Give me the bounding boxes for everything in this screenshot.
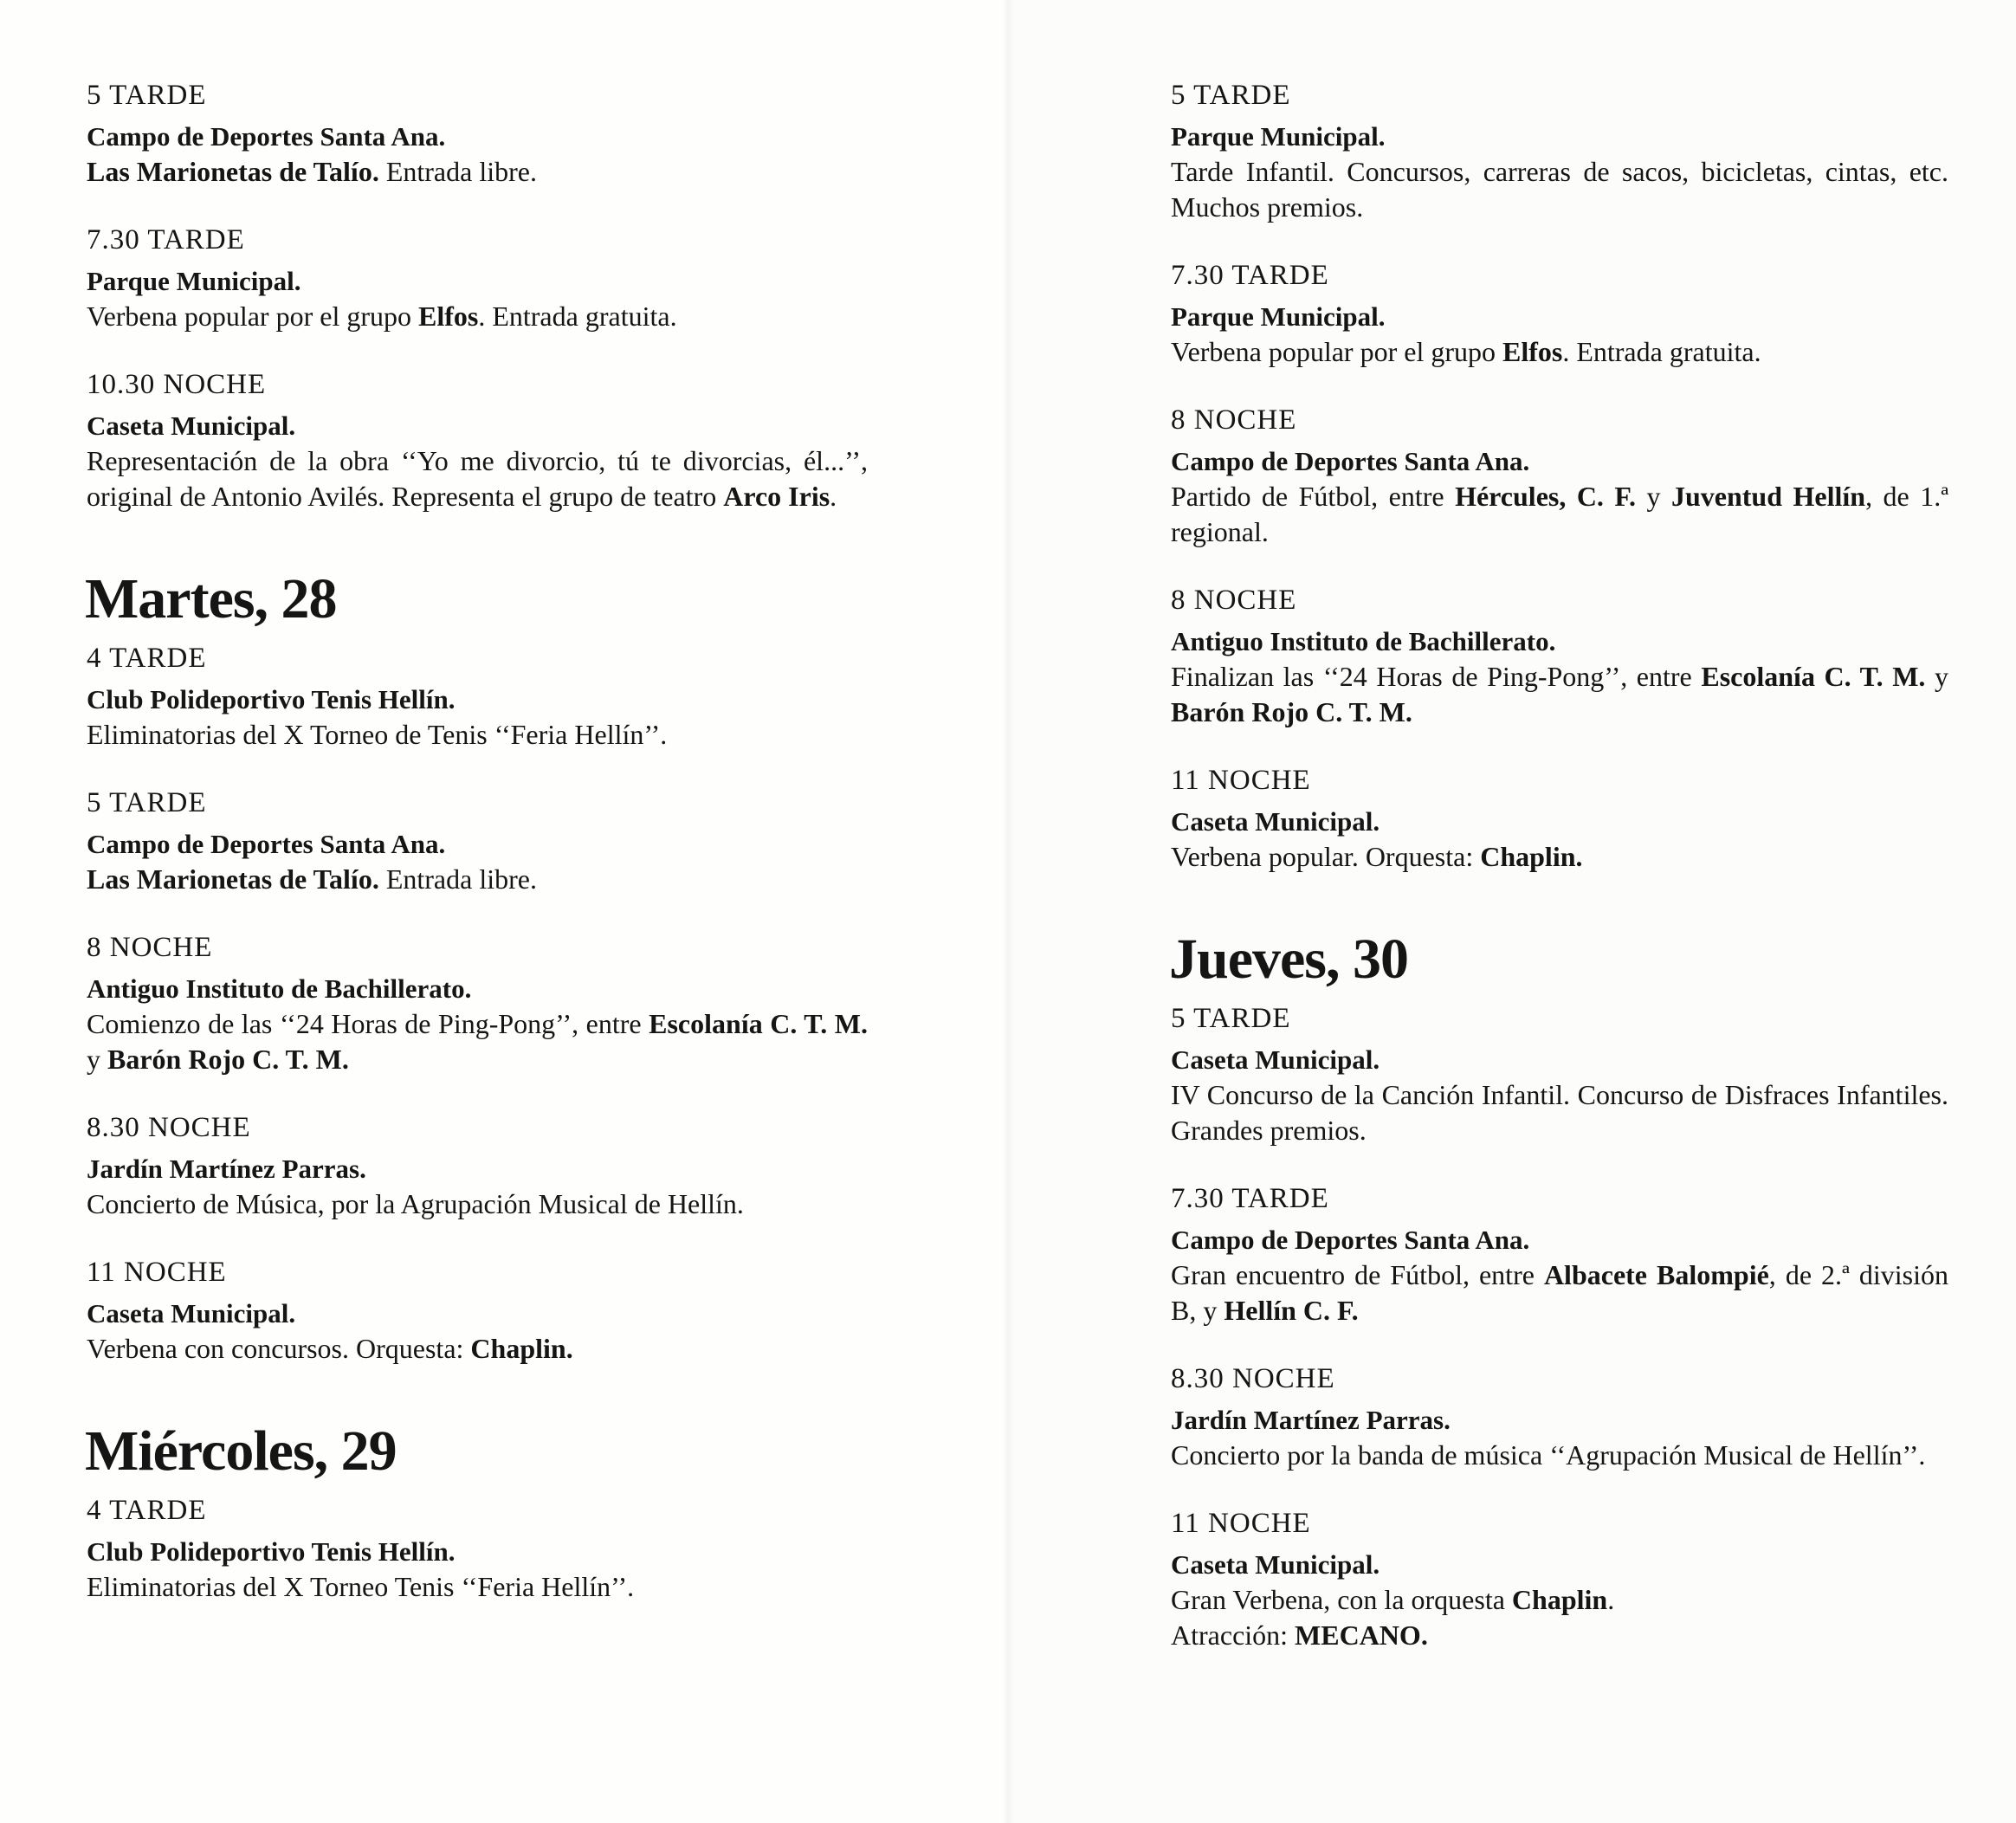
description-text: . Entrada gratuita.: [1562, 336, 1761, 367]
description-bold-text: Elfos: [1502, 336, 1563, 367]
event-time: 5 TARDE: [87, 80, 207, 111]
description-text: .: [1607, 1584, 1615, 1615]
event-venue: Jardín Martínez Parras.: [1171, 1405, 1451, 1435]
description-text: Concierto de Música, por la Agrupación Musical de Hellín.: [87, 1188, 744, 1219]
description-bold-text: MECANO.: [1295, 1619, 1428, 1651]
event-description: [87, 299, 868, 334]
event-description: [1171, 334, 1948, 370]
event-time: 7.30 TARDE: [87, 224, 245, 255]
description-text: Representación de la obra ‘‘Yo me divorcio, tú te divorcias, él...’’, original de Antonio Avilés. Representa el grupo de teatro: [87, 445, 868, 512]
event-entry: [87, 367, 868, 514]
event-description: [1171, 1438, 1948, 1473]
event-venue: Caseta Municipal.: [1171, 1044, 1380, 1075]
description-bold-text: Escolanía C. T. M.: [649, 1008, 868, 1039]
event-venue: Campo de Deportes Santa Ana.: [1171, 1225, 1530, 1255]
event-description: [87, 1331, 868, 1367]
event-description: [87, 717, 868, 753]
event-time: 5 TARDE: [1171, 80, 1291, 111]
right-column: [1171, 78, 1948, 1686]
description-text: .: [830, 481, 837, 512]
event-venue: Parque Municipal.: [1171, 301, 1386, 332]
day-heading-martes-28: Martes, 28: [85, 567, 337, 630]
description-text: y: [1636, 481, 1671, 512]
event-time: 8 NOCHE: [87, 932, 213, 963]
description-bold-text: Chaplin: [1511, 1584, 1608, 1615]
event-time: 8 NOCHE: [1171, 585, 1297, 616]
event-description: [1171, 839, 1948, 875]
event-entry: [1171, 1506, 1948, 1653]
event-entry: [87, 930, 868, 1077]
description-text: Concierto por la banda de música ‘‘Agrupación Musical de Hellín’’.: [1171, 1439, 1926, 1471]
event-entry: [87, 1110, 868, 1222]
event-time: 8.30 NOCHE: [1171, 1363, 1335, 1394]
event-description: [87, 443, 868, 514]
event-venue: Antiguo Instituto de Bachillerato.: [87, 973, 472, 1004]
description-bold-text: Hellín C. F.: [1224, 1295, 1359, 1326]
description-bold-text: Juventud Hellín: [1670, 481, 1866, 512]
event-venue: Parque Municipal.: [87, 266, 301, 296]
event-entry: [1171, 763, 1948, 875]
event-entry: [1171, 78, 1948, 225]
event-time: 10.30 NOCHE: [87, 369, 267, 400]
event-entry: [1171, 1181, 1948, 1328]
event-time: 11 NOCHE: [87, 1257, 227, 1288]
description-text: , de 2.ª división B, y: [1171, 1259, 1948, 1326]
event-entry: [87, 641, 868, 753]
event-entry: [1171, 583, 1948, 730]
description-text: y: [87, 1044, 107, 1075]
event-time: 8 NOCHE: [1171, 404, 1297, 436]
description-text: Eliminatorias del X Torneo Tenis ‘‘Feria Hellín’’.: [87, 1571, 635, 1602]
event-entry: [1171, 403, 1948, 550]
description-bold-text: Albacete Balompié: [1543, 1259, 1769, 1290]
event-time: 7.30 TARDE: [1171, 260, 1329, 291]
event-description: [87, 1006, 868, 1077]
event-venue: Campo de Deportes Santa Ana.: [87, 829, 446, 859]
description-text: Partido de Fútbol, entre: [1171, 481, 1456, 512]
left-column: [87, 78, 868, 1638]
day-heading-jueves-30: Jueves, 30: [1169, 928, 1408, 991]
event-entry: [87, 223, 868, 334]
event-venue: Antiguo Instituto de Bachillerato.: [1171, 626, 1556, 656]
event-entry: [87, 1493, 868, 1605]
event-entry: [87, 785, 868, 897]
event-time: 4 TARDE: [87, 643, 207, 674]
event-venue: Campo de Deportes Santa Ana.: [1171, 446, 1530, 476]
event-time: 5 TARDE: [87, 787, 207, 818]
event-description: [87, 1186, 868, 1222]
event-entry: [87, 78, 868, 190]
event-venue: Campo de Deportes Santa Ana.: [87, 121, 446, 152]
event-entry: [1171, 258, 1948, 370]
description-bold-text: Arco Iris: [723, 481, 830, 512]
event-entry: [1171, 1361, 1948, 1473]
day-heading-miercoles-29: Miércoles, 29: [85, 1419, 397, 1483]
description-text: Eliminatorias del X Torneo de Tenis ‘‘Feria Hellín’’.: [87, 719, 668, 750]
description-text: y: [1925, 661, 1949, 692]
event-description: [1171, 659, 1948, 730]
description-text: Verbena popular por el grupo: [1171, 336, 1502, 367]
description-text: . Entrada gratuita.: [478, 301, 677, 332]
description-text: Tarde Infantil. Concursos, carreras de sacos, bicicletas, cintas, etc. Muchos premios.: [1171, 156, 1948, 223]
description-text: Comienzo de las ‘‘24 Horas de Ping-Pong’’, entre: [87, 1008, 649, 1039]
event-time: 7.30 TARDE: [1171, 1183, 1329, 1214]
event-venue: Caseta Municipal.: [87, 1298, 296, 1328]
event-description: [87, 154, 868, 190]
event-description: [1171, 1582, 1948, 1653]
event-venue: Caseta Municipal.: [1171, 806, 1380, 837]
description-bold-text: Escolanía C. T. M.: [1701, 661, 1926, 692]
description-bold-text: Barón Rojo C. T. M.: [1171, 696, 1412, 727]
event-description: [1171, 1257, 1948, 1328]
description-bold-text: Elfos: [417, 301, 479, 332]
event-venue: Club Polideportivo Tenis Hellín.: [87, 1536, 456, 1567]
event-time: 4 TARDE: [87, 1495, 207, 1526]
description-text: Verbena popular por el grupo: [87, 301, 418, 332]
description-bold-text: Hércules, C. F.: [1455, 481, 1637, 512]
description-text: Finalizan las ‘‘24 Horas de Ping-Pong’’, entre: [1171, 661, 1702, 692]
event-venue: Parque Municipal.: [1171, 121, 1386, 152]
description-text: Gran Verbena, con la orquesta: [1171, 1584, 1512, 1615]
description-text: IV Concurso de la Canción Infantil. Concurso de Disfraces Infantiles. Grandes premios.: [1171, 1079, 1948, 1146]
event-description: [87, 1569, 868, 1605]
page-fold: [1003, 0, 1013, 1823]
event-description: [1171, 479, 1948, 550]
description-text: Atracción:: [1171, 1619, 1296, 1651]
description-bold-text: Barón Rojo C. T. M.: [107, 1044, 349, 1075]
event-venue: Club Polideportivo Tenis Hellín.: [87, 684, 456, 714]
description-text: , de 1.ª regional.: [1171, 481, 1949, 547]
event-venue: Caseta Municipal.: [87, 410, 296, 441]
event-venue: Caseta Municipal.: [1171, 1549, 1380, 1580]
event-description: [1171, 1077, 1948, 1148]
event-time: 11 NOCHE: [1171, 1508, 1311, 1539]
event-entry: [87, 1255, 868, 1367]
event-time: 11 NOCHE: [1171, 765, 1311, 796]
description-bold-text: Chaplin.: [1480, 841, 1583, 872]
event-description: [87, 862, 868, 897]
description-bold-text: Las Marionetas de Talío.: [87, 863, 379, 895]
description-text: Verbena con concursos. Orquesta:: [87, 1333, 471, 1364]
event-venue: Jardín Martínez Parras.: [87, 1154, 366, 1184]
event-time: 5 TARDE: [1171, 1003, 1291, 1034]
description-bold-text: Chaplin.: [470, 1333, 573, 1364]
event-time: 8.30 NOCHE: [87, 1112, 251, 1143]
description-text: Verbena popular. Orquesta:: [1171, 841, 1481, 872]
description-text: Entrada libre.: [378, 156, 537, 187]
event-description: [1171, 154, 1948, 225]
event-entry: [1171, 1001, 1948, 1148]
description-bold-text: Las Marionetas de Talío.: [87, 156, 379, 187]
description-text: Gran encuentro de Fútbol, entre: [1171, 1259, 1544, 1290]
description-text: Entrada libre.: [378, 863, 537, 895]
